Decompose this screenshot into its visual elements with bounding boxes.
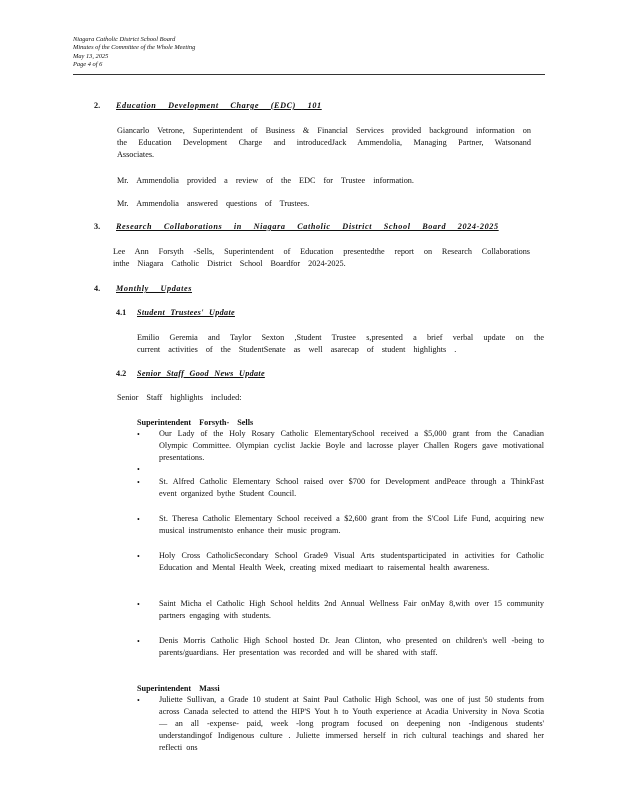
section-2-title: Education Development Charge (EDC) 101 <box>116 101 322 110</box>
section-4-2-intro: Senior Staff highlights included: <box>117 393 242 402</box>
section-3-title: Research Collaborations in Niagara Catholic District School Board 2024-2025 <box>116 222 499 231</box>
bullet-item: Denis Morris Catholic High School hosted Dr. Jean Clinton, who presented on children's well -being to parents/guardians. Her presentation was recorded and will be shared with staff. <box>159 636 544 657</box>
section-4-1-paragraph: Emilio Geremia and Taylor Sexton ,Student Trustee s,presented a brief verbal update on the current activities of the StudentSenate as well asarecap of student highlights . <box>137 333 544 354</box>
bullet-item: St. Alfred Catholic Elementary School raised over $700 for Development andPeace through a ThinkFast event organized bythe Student Council. <box>159 477 544 498</box>
bullet-item: St. Theresa Catholic Elementary School received a $2,600 grant from the S'Cool Life Fund, acquiring new musical instrumentsto enhance their music program. <box>159 514 544 535</box>
section-4-2-number: 4.2 <box>116 369 127 378</box>
section-4-1-title: Student Trustees' Update <box>137 308 235 317</box>
header-date: May 13, 2025 <box>73 52 109 60</box>
bullet-marker: • <box>137 430 140 439</box>
bullet-marker: • <box>137 637 140 646</box>
bullet-item: Juliette Sullivan, a Grade 10 student at Saint Paul Catholic High School, was one of just 50 students from across Canada selected to attend the HIP'S Yout h to Youth experience at Acadia University in Nova Scotia — an all -expense- paid, week -long program focused on deepening non -Indigenous students' understandingof Indigenous culture . Juliette immersed herself in rich cultural teachings and shared her reflecti ons <box>159 695 544 752</box>
section-4-title: Monthly Updates <box>116 284 192 293</box>
section-4-2-title: Senior Staff Good News Update <box>137 369 265 378</box>
section-3-number: 3. <box>94 222 101 231</box>
bullet-item: Our Lady of the Holy Rosary Catholic ElementarySchool received a $5,000 grant from the Canadian Olympic Committee. Olympian cyclist Jackie Boyle and lacrosse player Challen Rogers gave motivational presentations. <box>159 429 544 462</box>
header-board-name: Niagara Catholic District School Board <box>73 36 176 43</box>
bullet-item: Holy Cross CatholicSecondary School Grade9 Visual Arts studentsparticipated in activities for Catholic Education and Mental Health Week, creating mixed mediaart to raisemental health awareness. <box>159 551 544 572</box>
bullet-marker: • <box>137 552 140 561</box>
section-4-1-number: 4.1 <box>116 308 127 317</box>
superintendent-forsyth-sells-heading: Superintendent Forsyth- Sells <box>137 418 254 427</box>
section-2-paragraph-2: Mr. Ammendolia provided a review of the EDC for Trustee information. <box>117 176 414 185</box>
bullet-marker: • <box>137 600 140 609</box>
bullet-marker: • <box>137 515 140 524</box>
section-3-paragraph-1: Lee Ann Forsyth -Sells, Superintendent of Education presentedthe report on Research Collaborations inthe Niagara Catholic District School Boardfor 2024-2025. <box>113 247 530 268</box>
bullet-marker: • <box>137 465 140 474</box>
header-meeting-title: Minutes of the Committee of the Whole Meeting <box>73 44 196 52</box>
section-4-number: 4. <box>94 284 101 293</box>
page-header <box>73 36 195 69</box>
bullet-marker: • <box>137 696 140 705</box>
section-2-paragraph-1: Giancarlo Vetrone, Superintendent of Business & Financial Services provided background information on the Education Development Charge and introducedJack Ammendolia, Managing Partner, Watsonand Associates. <box>117 126 531 159</box>
header-divider <box>73 74 545 75</box>
section-2-paragraph-3: Mr. Ammendolia answered questions of Trustees. <box>117 199 310 208</box>
section-2-number: 2. <box>94 101 101 110</box>
superintendent-massi-heading: Superintendent Massi <box>137 684 220 693</box>
bullet-marker: • <box>137 478 140 487</box>
bullet-item: Saint Micha el Catholic High School heldits 2nd Annual Wellness Fair onMay 8,with over 15 community partners engaging with students. <box>159 599 544 620</box>
header-page-number: Page 4 of 6 <box>73 60 103 68</box>
